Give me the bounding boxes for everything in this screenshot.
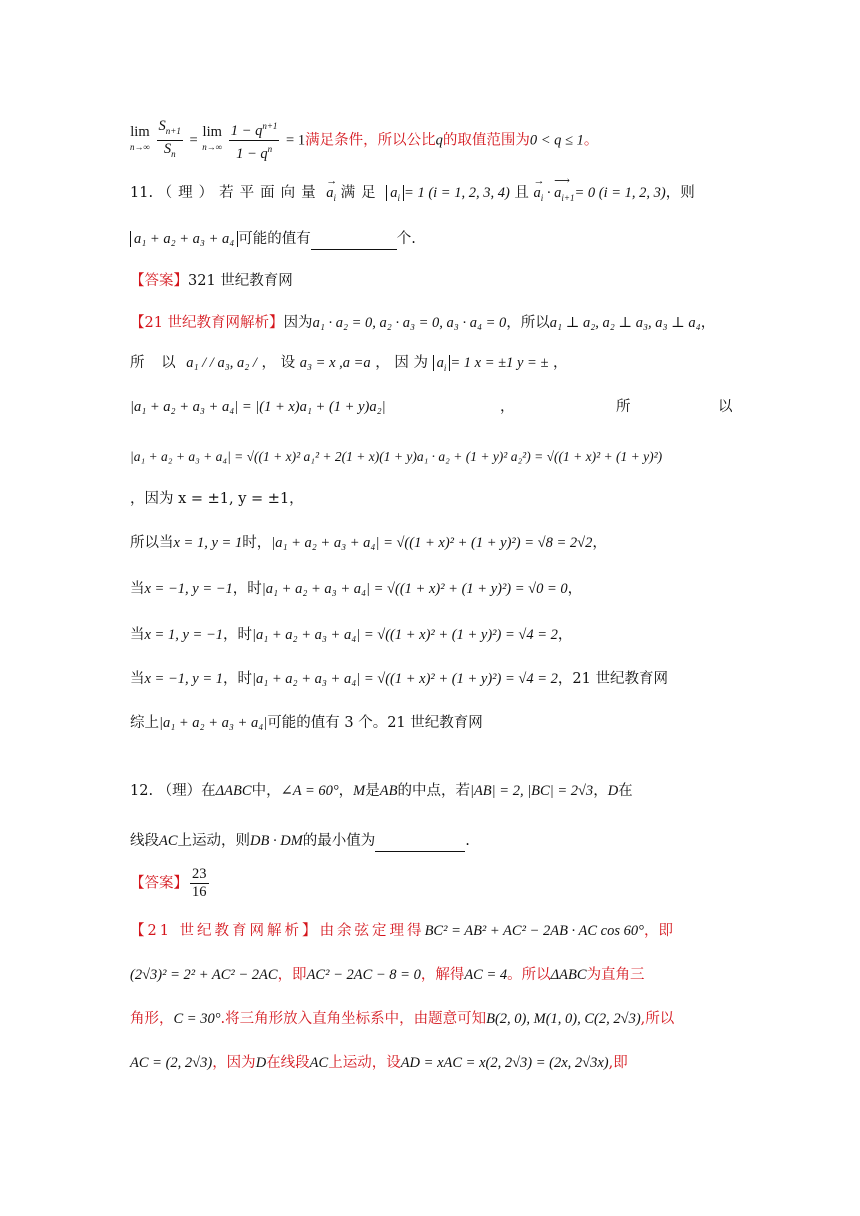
text-sol12-l4-expr: AD = xAC = x(2, 2√3) = (2x, 2√3x) — [400, 1055, 609, 1071]
text-ans12-label: 【答案】 — [130, 875, 188, 892]
math-fragment — [157, 118, 183, 141]
text-sol11-l6-when: 时， — [242, 535, 272, 551]
solution-11-line-2 — [130, 352, 730, 379]
text-sol11-l9-when: ，时 — [222, 671, 252, 687]
text-sol11-l2-b: a₁ / / a₃, a₂ / — [186, 355, 257, 371]
text-q12-l1-angle: ∠A = 60° — [280, 783, 339, 799]
text-sol12-l2-expr1: (2√3)² = 2² + AC² − 2AC — [130, 967, 278, 983]
text-q11-satisfy: 满足 — [340, 185, 382, 201]
text-l1-frac1-den-sub: n — [171, 148, 176, 159]
text-q12-l1-c: ， — [338, 783, 354, 799]
text-sol11-l2-c: ， 设 — [261, 355, 296, 371]
text-q12-l1-f: ， — [593, 783, 608, 799]
text-sol11-l6-pre: 所以当 — [130, 535, 174, 551]
text-l1-sub2: n→∞ — [202, 142, 223, 153]
text-sol11-l7-cond: x = −1, y = −1 — [144, 581, 233, 597]
text-l1-lim1: lim — [130, 124, 150, 141]
text-sol11-l7-end: ， — [567, 581, 583, 597]
solution-11-line-3 — [130, 396, 733, 418]
solution-11-line-10 — [130, 712, 730, 734]
text-q12-l1-a: 12. （理）在 — [130, 783, 216, 799]
text-l1-eq1: = — [189, 132, 198, 149]
math-fragment: → a — [534, 182, 541, 204]
fraction — [157, 118, 183, 163]
text-sol12-l4-D: D — [255, 1055, 267, 1071]
answer-blank — [311, 233, 397, 250]
text-sol11-perp: a₁ ⊥ a₂, a₂ ⊥ a₃, a₃ ⊥ a₄ — [549, 315, 701, 331]
text-sol11-l8-expr: |a₁ + a₂ + a₃ + a₄| = √((1 + x)² + (1 + y)²) = √4 = 2 — [251, 627, 558, 643]
text-l1-eq2: = 1 — [286, 132, 306, 149]
text-sol11-l8-when: ，时 — [222, 627, 252, 643]
answer-12 — [130, 866, 730, 901]
text-q12-l1-d: 是 — [365, 783, 380, 799]
text-l1-text: 满足条件，所以公比 — [305, 132, 436, 149]
text-sol12-l3-c: ,所以 — [640, 1011, 675, 1027]
text-sol11-l9-pre: 当 — [130, 671, 145, 687]
text-q12-l1-AB: AB — [379, 783, 398, 799]
math-fragment: ⟶ a — [554, 182, 561, 204]
question-12-line-1 — [130, 780, 730, 802]
text-q12-l2-c: 的最小值为 — [302, 833, 376, 849]
solution-11-line-1 — [130, 312, 730, 334]
answer-blank — [375, 835, 465, 852]
text-l1-frac2-den-sup: n — [267, 143, 273, 154]
solution-11-line-9 — [130, 668, 730, 690]
text-sol11-l7-pre: 当 — [130, 581, 145, 597]
text-sol11-l10-pre: 综上 — [130, 715, 159, 731]
text-q11-then: ，则 — [665, 185, 695, 201]
text-l1-lim2: lim — [202, 124, 222, 141]
text-sol11-l10-end: 可能的值有 3 个。21 世纪教育网 — [267, 715, 483, 731]
text-q12-l1-b: 中， — [251, 783, 281, 799]
text-sol12-l3-a: 角形， — [130, 1011, 174, 1027]
text-sol11-l6-end: ， — [592, 535, 607, 551]
text-sol11-l9-expr: |a₁ + a₂ + a₃ + a₄| = √((1 + x)² + (1 + y)²) = √4 = 2 — [251, 671, 558, 687]
text-q11-unit: 个. — [396, 231, 416, 247]
solution-12-line-2 — [130, 964, 730, 986]
text-sol12-l2-mid: ，即 — [277, 967, 307, 983]
solution-11-line-8 — [130, 624, 730, 646]
math-fragment: $a_i$ — [433, 355, 451, 371]
text-l1-frac1-den: S — [163, 140, 172, 157]
text-sol12-label: 【21 世纪教育网解析】 — [130, 923, 320, 939]
text-l1-frac2-num-sup: n+1 — [262, 121, 278, 132]
text-sol11-l8-end: ， — [557, 627, 573, 643]
text-sol11-so: ，所以 — [506, 315, 550, 331]
text-sol12-l4-AC2: AC — [309, 1055, 329, 1071]
text-q12-l1-e: 的中点，若 — [397, 783, 470, 799]
text-ans12-den: 16 — [192, 884, 207, 900]
text-sol12-l4-end: ,即 — [608, 1055, 628, 1071]
text-sol12-l3-b: .将三角形放入直角坐标系中，由题意可知 — [220, 1011, 487, 1027]
fraction — [229, 118, 280, 163]
text-l1-frac2-den: 1 − q — [236, 145, 268, 162]
text-sol12-l1-expr: BC² = AB² + AC² − 2AB · AC cos 60° — [424, 923, 644, 939]
text-q12-l1-M: M — [353, 783, 366, 799]
text-sol12-l2-c: 。所以 — [507, 967, 551, 983]
text-sol12-l2-expr3: AC = 4 — [464, 967, 508, 983]
text-sol12-l2-expr2: AC² − 2AC − 8 = 0 — [306, 967, 421, 983]
text-sol11-l5: ，因为 x = ±1, y = ±1， — [130, 491, 304, 507]
math-fragment: → $a_i$ · ⟶ $a_{i+1}$ — [534, 185, 575, 201]
text-sol11-dots: a₁ · a₂ = 0, a₂ · a₃ = 0, a₃ · a₄ = 0 — [312, 315, 507, 331]
text-sol12-l2-b: ，解得 — [420, 967, 465, 983]
solution-12-line-4 — [130, 1052, 730, 1074]
text-sol11-l3-so: 所 — [616, 399, 631, 415]
solution-11-line-6 — [130, 532, 730, 554]
text-sol11-because: 因为 — [283, 315, 313, 331]
text-q12-l2-b: 上运动，则 — [177, 833, 251, 849]
text-sol11-l3-left: |a₁ + a₂ + a₃ + a₄| = |(1 + x)a₁ + (1 + y)a₂| — [130, 399, 386, 415]
answer-11 — [130, 270, 730, 292]
text-sol12-l4-b: 在线段 — [266, 1055, 310, 1071]
text-q12-l2-expr: DB · DM — [250, 833, 303, 849]
text-sol11-l6-cond: x = 1, y = 1 — [173, 535, 243, 551]
text-sol11-l10-expr: |a₁ + a₂ + a₃ + a₄| — [159, 715, 268, 731]
question-12-line-2 — [130, 830, 730, 852]
text-q11-a: → a — [326, 182, 333, 204]
text-ans11-label: 【答案】 — [130, 273, 188, 289]
math-fragment — [162, 141, 178, 163]
text-q11-may: 可能的值有 — [238, 231, 311, 247]
text-sol12-l1-end: ，即 — [643, 923, 673, 939]
text-l1-frac2-num: 1 − q — [230, 122, 263, 139]
solution-11-line-4 — [130, 446, 730, 468]
text-q11-num: 11. — [130, 185, 154, 201]
text-sol12-l3-pts: B(2, 0), M(1, 0), C(2, 2√3) — [486, 1011, 641, 1027]
text-l1-end: 。 — [583, 132, 599, 149]
text-l1-sub1: n→∞ — [130, 142, 150, 153]
text-sol11-l7-expr: |a₁ + a₂ + a₃ + a₄| = √((1 + x)² + (1 + y)²) = √0 = 0 — [261, 581, 568, 597]
text-q11-tag: （理）若平面向量 — [157, 185, 322, 201]
text-sol11-l7-when: ，时 — [232, 581, 262, 597]
text-q12-l1-D: D — [607, 783, 619, 799]
text-l1-q: q — [435, 132, 443, 149]
text-sol12-l4-AC: AC = (2, 2√3) — [130, 1055, 213, 1071]
text-l1-frac1-num-sub: n+1 — [165, 125, 181, 136]
text-l1-text2: 的取值范围为 — [442, 132, 530, 149]
text-q12-l1-cond: |AB| = 2, |BC| = 2√3 — [469, 783, 594, 799]
text-sol11-l8-pre: 当 — [130, 627, 145, 643]
math-fragment — [234, 141, 274, 163]
text-sol12-l1-a: 由余弦定理得 — [319, 923, 425, 939]
text-sol11-label: 【21 世纪教育网解析】 — [130, 315, 284, 331]
text-l1-range: 0 < q ≤ 1 — [529, 132, 584, 149]
text-q11-and: 且 — [514, 185, 529, 201]
text-q11-cond1: = 1 (i = 1, 2, 3, 4) — [404, 185, 510, 201]
text-q12-l2-a: 线段 — [130, 833, 159, 849]
text-sol11-l9-end: ，21 世纪教育网 — [557, 671, 668, 687]
math-fragment — [190, 866, 209, 901]
text-sol11-l3-comma: ， — [500, 399, 515, 415]
math-fragment — [202, 125, 222, 155]
text-sol11-l6-expr: |a₁ + a₂ + a₃ + a₄| = √((1 + x)² + (1 + y)²) = √8 = 2√2 — [271, 535, 593, 551]
math-fragment — [130, 125, 150, 155]
text-sol11-tail: ， — [700, 315, 716, 331]
text-sol11-l4: |a₁ + a₂ + a₃ + a₄| = √((1 + x)² a₁² + 2(1 + x)(1 + y)a₁ · a₂ + (1 + y)² a₂²) = √((1 + x)² + (1 + y)²) — [130, 449, 663, 464]
text-sol11-l8-cond: x = 1, y = −1 — [144, 627, 223, 643]
question-11-line-2 — [130, 228, 730, 250]
text-sol11-l2-f: = 1 x = ±1 y = ± — [450, 355, 549, 371]
text-q11-ai-sub: i — [333, 192, 337, 203]
text-sol12-l2-tri: ΔABC — [550, 967, 587, 983]
text-sol12-l4-a: ，因为 — [212, 1055, 256, 1071]
text-sol12-l3-C: C = 30° — [173, 1011, 221, 1027]
math-fragment — [229, 118, 280, 141]
text-sol11-l9-cond: x = −1, y = 1 — [144, 671, 223, 687]
text-q12-l2-AC: AC — [159, 833, 178, 849]
text-ans11-value: 321 世纪教育网 — [188, 273, 293, 289]
text-q12-l1-g: 在 — [618, 783, 633, 799]
math-fragment: $a_i$ — [386, 185, 404, 201]
solution-12-line-1 — [130, 920, 730, 942]
text-sol12-l4-c: 上运动，设 — [328, 1055, 401, 1071]
limit-line — [130, 118, 730, 163]
text-sol11-l2-a: 所 以 — [130, 355, 182, 371]
text-l1-frac1-num: S — [158, 118, 166, 134]
solution-11-line-5 — [130, 488, 730, 510]
question-11-line-1 — [130, 182, 730, 209]
text-q11-cond2: = 0 (i = 1, 2, 3) — [574, 185, 666, 201]
text-q12-l1-tri: ΔABC — [215, 783, 252, 799]
solution-12-line-3 — [130, 1008, 730, 1030]
text-sol11-l2-g: ， — [553, 355, 568, 371]
text-sol11-l3-yi: 以 — [718, 399, 733, 415]
text-sol11-l2-d: a₃ = x ,a =a — [299, 355, 371, 371]
text-q11-sum: a₁ + a₂ + a₃ + a₄ — [130, 231, 238, 247]
solution-11-line-7 — [130, 578, 730, 600]
text-sol12-l2-d: 为直角三 — [586, 967, 645, 983]
text-q12-l2-end: . — [465, 833, 470, 849]
text-sol11-l2-e: ， 因 为 — [375, 355, 429, 371]
text-ans12-num: 23 — [192, 866, 207, 882]
